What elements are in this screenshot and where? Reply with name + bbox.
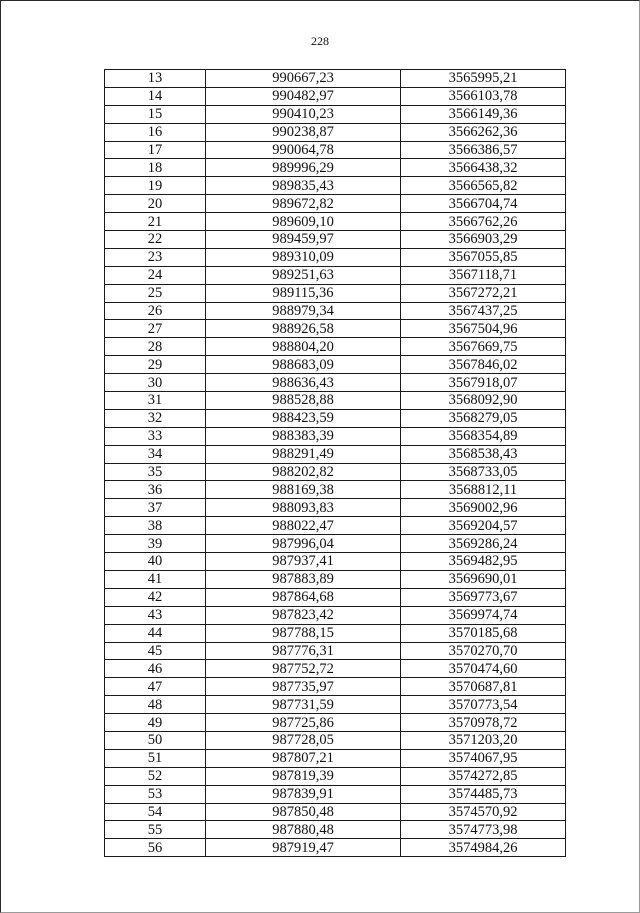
point-number-cell: 37	[105, 499, 206, 517]
table-row	[105, 284, 566, 302]
x-coordinate-cell: 988093,83	[206, 499, 401, 517]
point-number-cell: 14	[105, 87, 206, 105]
y-coordinate-cell: 3569773,67	[401, 588, 566, 606]
x-coordinate-cell: 988979,34	[206, 302, 401, 320]
point-number-cell: 50	[105, 731, 206, 749]
y-coordinate-cell: 3570773,54	[401, 696, 566, 714]
page-number: 228	[311, 34, 329, 48]
x-coordinate-cell: 987788,15	[206, 624, 401, 642]
table-row	[105, 731, 566, 749]
y-coordinate-cell: 3569974,74	[401, 606, 566, 624]
y-coordinate-cell: 3566103,78	[401, 87, 566, 105]
x-coordinate-cell: 989251,63	[206, 266, 401, 284]
point-number-cell: 44	[105, 624, 206, 642]
x-coordinate-cell: 987823,42	[206, 606, 401, 624]
table-row	[105, 821, 566, 839]
table-row	[105, 803, 566, 821]
y-coordinate-cell: 3567669,75	[401, 338, 566, 356]
point-number-cell: 32	[105, 409, 206, 427]
x-coordinate-cell: 987776,31	[206, 642, 401, 660]
x-coordinate-cell: 987996,04	[206, 535, 401, 553]
point-number-cell: 41	[105, 570, 206, 588]
y-coordinate-cell: 3567118,71	[401, 266, 566, 284]
y-coordinate-cell: 3568812,11	[401, 481, 566, 499]
y-coordinate-cell: 3570687,81	[401, 678, 566, 696]
y-coordinate-cell: 3569286,24	[401, 535, 566, 553]
point-number-cell: 27	[105, 320, 206, 338]
x-coordinate-cell: 988383,39	[206, 427, 401, 445]
y-coordinate-cell: 3574773,98	[401, 821, 566, 839]
table-row	[105, 714, 566, 732]
table-row	[105, 499, 566, 517]
y-coordinate-cell: 3567846,02	[401, 356, 566, 374]
point-number-cell: 42	[105, 588, 206, 606]
point-number-cell: 51	[105, 749, 206, 767]
point-number-cell: 23	[105, 248, 206, 266]
y-coordinate-cell: 3566565,82	[401, 177, 566, 195]
point-number-cell: 15	[105, 105, 206, 123]
table-row	[105, 463, 566, 481]
x-coordinate-cell: 987725,86	[206, 714, 401, 732]
y-coordinate-cell: 3567437,25	[401, 302, 566, 320]
table-row	[105, 624, 566, 642]
table-row	[105, 374, 566, 392]
point-number-cell: 26	[105, 302, 206, 320]
point-number-cell: 40	[105, 553, 206, 571]
y-coordinate-cell: 3574570,92	[401, 803, 566, 821]
table-row	[105, 839, 566, 857]
table-row	[105, 195, 566, 213]
point-number-cell: 49	[105, 714, 206, 732]
point-number-cell: 30	[105, 374, 206, 392]
x-coordinate-cell: 989310,09	[206, 248, 401, 266]
point-number-cell: 35	[105, 463, 206, 481]
y-coordinate-cell: 3566762,26	[401, 213, 566, 231]
x-coordinate-cell: 989996,29	[206, 159, 401, 177]
table-row	[105, 213, 566, 231]
point-number-cell: 13	[105, 70, 206, 88]
point-number-cell: 56	[105, 839, 206, 857]
table-row	[105, 749, 566, 767]
x-coordinate-cell: 989459,97	[206, 231, 401, 249]
point-number-cell: 52	[105, 767, 206, 785]
table-row	[105, 588, 566, 606]
point-number-cell: 55	[105, 821, 206, 839]
y-coordinate-cell: 3569204,57	[401, 517, 566, 535]
point-number-cell: 24	[105, 266, 206, 284]
point-number-cell: 31	[105, 392, 206, 410]
y-coordinate-cell: 3574272,85	[401, 767, 566, 785]
point-number-cell: 46	[105, 660, 206, 678]
table-row	[105, 642, 566, 660]
x-coordinate-cell: 989672,82	[206, 195, 401, 213]
x-coordinate-cell: 990064,78	[206, 141, 401, 159]
x-coordinate-cell: 987864,68	[206, 588, 401, 606]
table-row	[105, 678, 566, 696]
point-number-cell: 29	[105, 356, 206, 374]
x-coordinate-cell: 987731,59	[206, 696, 401, 714]
point-number-cell: 43	[105, 606, 206, 624]
x-coordinate-cell: 987883,89	[206, 570, 401, 588]
table-row	[105, 767, 566, 785]
x-coordinate-cell: 988423,59	[206, 409, 401, 427]
table-row	[105, 553, 566, 571]
y-coordinate-cell: 3574485,73	[401, 785, 566, 803]
x-coordinate-cell: 987752,72	[206, 660, 401, 678]
y-coordinate-cell: 3569690,01	[401, 570, 566, 588]
y-coordinate-cell: 3566262,36	[401, 123, 566, 141]
point-number-cell: 16	[105, 123, 206, 141]
point-number-cell: 54	[105, 803, 206, 821]
table-row	[105, 177, 566, 195]
point-number-cell: 17	[105, 141, 206, 159]
x-coordinate-cell: 988022,47	[206, 517, 401, 535]
x-coordinate-cell: 987880,48	[206, 821, 401, 839]
table-row	[105, 427, 566, 445]
y-coordinate-cell: 3568092,90	[401, 392, 566, 410]
table-row	[105, 392, 566, 410]
x-coordinate-cell: 990410,23	[206, 105, 401, 123]
table-row	[105, 159, 566, 177]
y-coordinate-cell: 3566149,36	[401, 105, 566, 123]
point-number-cell: 33	[105, 427, 206, 445]
table-row	[105, 338, 566, 356]
x-coordinate-cell: 987807,21	[206, 749, 401, 767]
x-coordinate-cell: 990238,87	[206, 123, 401, 141]
table-row	[105, 660, 566, 678]
point-number-cell: 28	[105, 338, 206, 356]
coordinates-table-body	[105, 70, 566, 857]
y-coordinate-cell: 3566438,32	[401, 159, 566, 177]
y-coordinate-cell: 3567504,96	[401, 320, 566, 338]
y-coordinate-cell: 3568279,05	[401, 409, 566, 427]
point-number-cell: 18	[105, 159, 206, 177]
point-number-cell: 53	[105, 785, 206, 803]
y-coordinate-cell: 3566704,74	[401, 195, 566, 213]
table-row	[105, 481, 566, 499]
table-row	[105, 785, 566, 803]
x-coordinate-cell: 988528,88	[206, 392, 401, 410]
y-coordinate-cell: 3569002,96	[401, 499, 566, 517]
y-coordinate-cell: 3568733,05	[401, 463, 566, 481]
coordinates-table	[104, 69, 566, 857]
y-coordinate-cell: 3568354,89	[401, 427, 566, 445]
x-coordinate-cell: 990482,97	[206, 87, 401, 105]
y-coordinate-cell: 3570474,60	[401, 660, 566, 678]
y-coordinate-cell: 3574984,26	[401, 839, 566, 857]
point-number-cell: 45	[105, 642, 206, 660]
table-row	[105, 535, 566, 553]
y-coordinate-cell: 3571203,20	[401, 731, 566, 749]
table-row	[105, 105, 566, 123]
x-coordinate-cell: 987850,48	[206, 803, 401, 821]
y-coordinate-cell: 3567055,85	[401, 248, 566, 266]
y-coordinate-cell: 3566903,29	[401, 231, 566, 249]
x-coordinate-cell: 990667,23	[206, 70, 401, 88]
point-number-cell: 47	[105, 678, 206, 696]
point-number-cell: 48	[105, 696, 206, 714]
table-row	[105, 70, 566, 88]
table-row	[105, 87, 566, 105]
point-number-cell: 19	[105, 177, 206, 195]
y-coordinate-cell: 3567272,21	[401, 284, 566, 302]
point-number-cell: 36	[105, 481, 206, 499]
x-coordinate-cell: 987839,91	[206, 785, 401, 803]
table-row	[105, 517, 566, 535]
point-number-cell: 20	[105, 195, 206, 213]
y-coordinate-cell: 3570270,70	[401, 642, 566, 660]
x-coordinate-cell: 988636,43	[206, 374, 401, 392]
x-coordinate-cell: 988804,20	[206, 338, 401, 356]
x-coordinate-cell: 987735,97	[206, 678, 401, 696]
point-number-cell: 38	[105, 517, 206, 535]
point-number-cell: 39	[105, 535, 206, 553]
y-coordinate-cell: 3570978,72	[401, 714, 566, 732]
x-coordinate-cell: 987937,41	[206, 553, 401, 571]
y-coordinate-cell: 3568538,43	[401, 445, 566, 463]
table-row	[105, 570, 566, 588]
table-row	[105, 248, 566, 266]
y-coordinate-cell: 3570185,68	[401, 624, 566, 642]
table-row	[105, 231, 566, 249]
x-coordinate-cell: 988926,58	[206, 320, 401, 338]
table-row	[105, 123, 566, 141]
x-coordinate-cell: 988169,38	[206, 481, 401, 499]
x-coordinate-cell: 989835,43	[206, 177, 401, 195]
y-coordinate-cell: 3566386,57	[401, 141, 566, 159]
x-coordinate-cell: 988202,82	[206, 463, 401, 481]
table-row	[105, 696, 566, 714]
y-coordinate-cell: 3565995,21	[401, 70, 566, 88]
y-coordinate-cell: 3567918,07	[401, 374, 566, 392]
point-number-cell: 22	[105, 231, 206, 249]
table-row	[105, 302, 566, 320]
y-coordinate-cell: 3574067,95	[401, 749, 566, 767]
x-coordinate-cell: 987728,05	[206, 731, 401, 749]
table-row	[105, 356, 566, 374]
table-row	[105, 266, 566, 284]
x-coordinate-cell: 987919,47	[206, 839, 401, 857]
table-row	[105, 445, 566, 463]
x-coordinate-cell: 988683,09	[206, 356, 401, 374]
table-row	[105, 141, 566, 159]
table-row	[105, 606, 566, 624]
point-number-cell: 21	[105, 213, 206, 231]
x-coordinate-cell: 989115,36	[206, 284, 401, 302]
table-row	[105, 409, 566, 427]
table-row	[105, 320, 566, 338]
point-number-cell: 34	[105, 445, 206, 463]
x-coordinate-cell: 988291,49	[206, 445, 401, 463]
x-coordinate-cell: 989609,10	[206, 213, 401, 231]
x-coordinate-cell: 987819,39	[206, 767, 401, 785]
point-number-cell: 25	[105, 284, 206, 302]
y-coordinate-cell: 3569482,95	[401, 553, 566, 571]
